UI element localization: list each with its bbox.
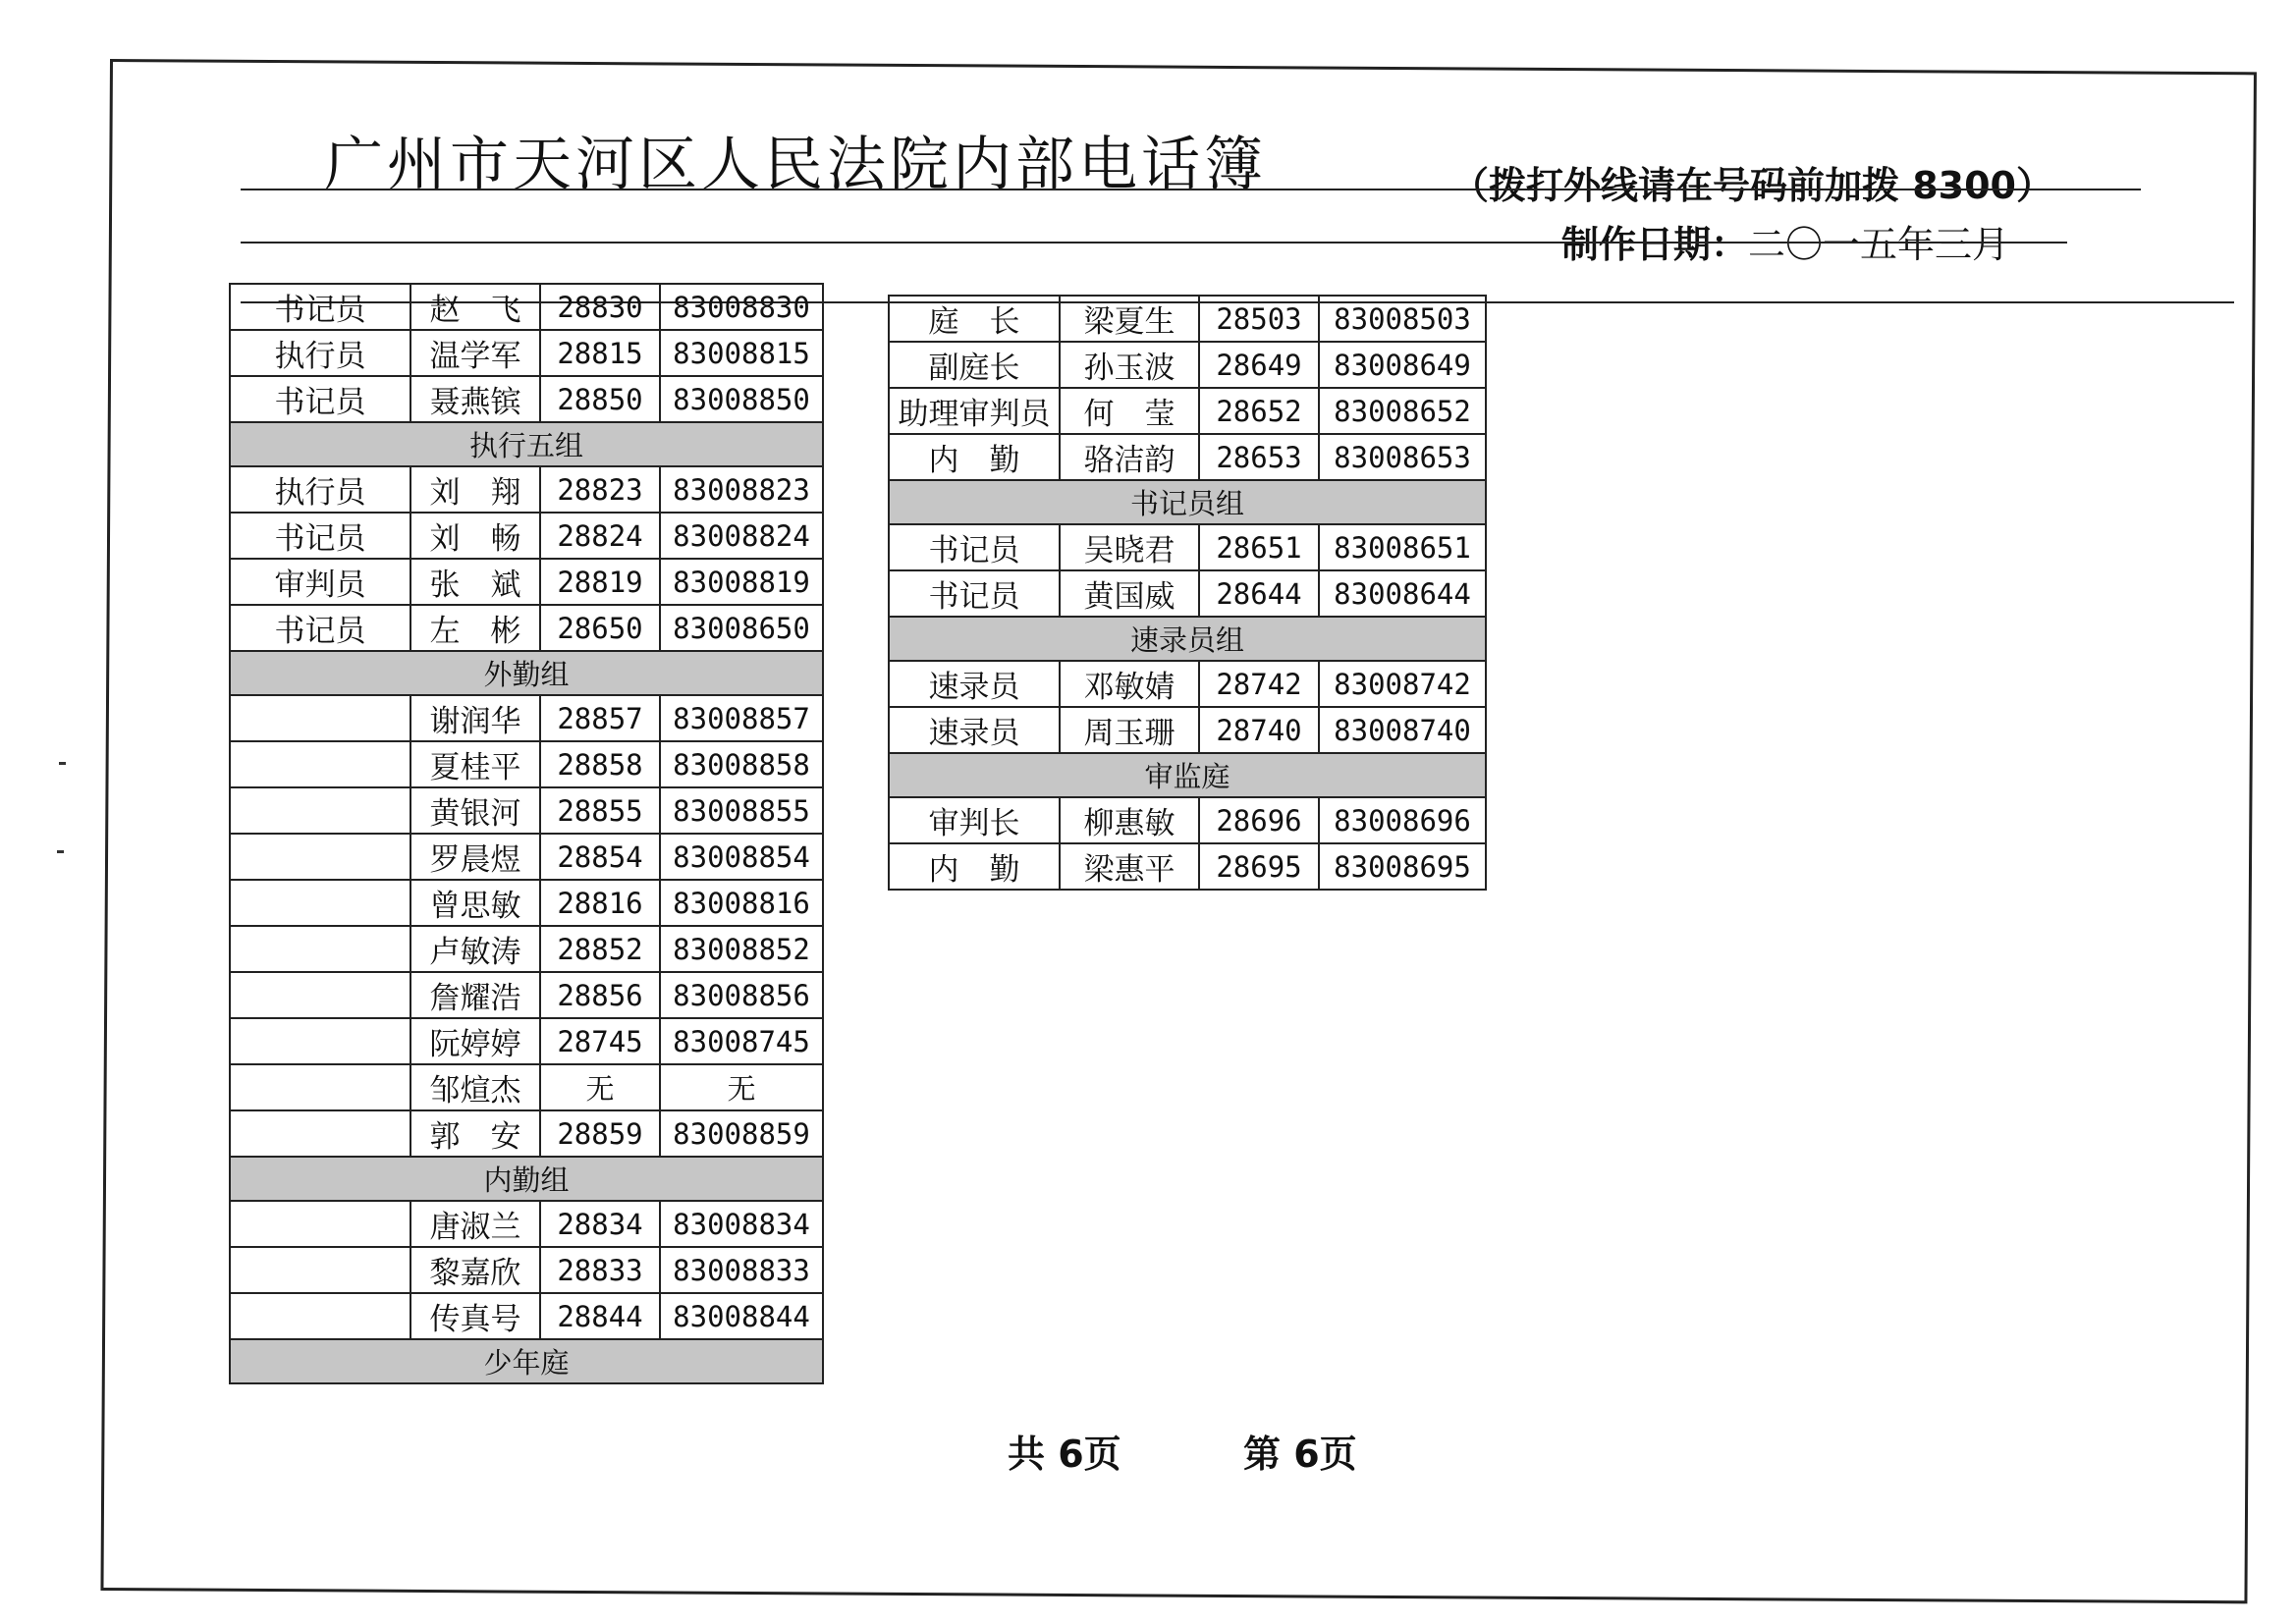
table-row — [230, 376, 823, 422]
name-cell: 吴晓君 — [1060, 524, 1199, 570]
role-cell: 审判员 — [230, 559, 410, 605]
phone-cell: 83008854 — [660, 834, 823, 880]
extension-cell: 28854 — [540, 834, 660, 880]
phone-cell: 83008824 — [660, 513, 823, 559]
name-cell: 柳惠敏 — [1060, 797, 1199, 843]
group-header-row — [230, 651, 823, 695]
table-row — [889, 342, 1486, 388]
name-cell: 温学军 — [410, 330, 540, 376]
group-label: 外勤组 — [230, 651, 823, 695]
table-row — [889, 570, 1486, 617]
extension-cell: 28823 — [540, 466, 660, 513]
page-current: 第 6页 — [1243, 1433, 1357, 1476]
name-cell: 邹煊杰 — [410, 1064, 540, 1110]
table-row — [230, 513, 823, 559]
name-cell: 阮婷婷 — [410, 1018, 540, 1064]
extension-cell: 28695 — [1199, 843, 1319, 890]
role-cell — [230, 834, 410, 880]
table-row — [230, 1018, 823, 1064]
extension-cell: 28833 — [540, 1247, 660, 1293]
phone-cell: 83008653 — [1319, 434, 1486, 480]
extension-cell: 28644 — [1199, 570, 1319, 617]
extension-cell: 28834 — [540, 1201, 660, 1247]
role-cell: 助理审判员 — [889, 388, 1060, 434]
phone-cell: 83008819 — [660, 559, 823, 605]
table-row — [230, 834, 823, 880]
name-cell: 黎嘉欣 — [410, 1247, 540, 1293]
role-cell — [230, 1064, 410, 1110]
scan-speck — [59, 762, 66, 765]
role-cell — [230, 1018, 410, 1064]
table-row — [230, 605, 823, 651]
phone-cell: 83008651 — [1319, 524, 1486, 570]
group-label: 审监庭 — [889, 753, 1486, 797]
group-header-row — [230, 422, 823, 466]
extension-cell: 28857 — [540, 695, 660, 741]
header-rule — [241, 189, 2141, 190]
extension-cell: 28844 — [540, 1293, 660, 1339]
table-row — [230, 926, 823, 972]
role-cell: 内 勤 — [889, 843, 1060, 890]
role-cell: 内 勤 — [889, 434, 1060, 480]
extension-cell: 28742 — [1199, 661, 1319, 707]
role-cell: 执行员 — [230, 466, 410, 513]
extension-cell: 28855 — [540, 787, 660, 834]
role-cell: 书记员 — [889, 570, 1060, 617]
name-cell: 刘 畅 — [410, 513, 540, 559]
name-cell: 谢润华 — [410, 695, 540, 741]
role-cell — [230, 1201, 410, 1247]
phone-cell: 83008815 — [660, 330, 823, 376]
table-row — [230, 880, 823, 926]
name-cell: 周玉珊 — [1060, 707, 1199, 753]
name-cell: 梁惠平 — [1060, 843, 1199, 890]
role-cell: 书记员 — [230, 376, 410, 422]
left-directory-table — [229, 283, 824, 1384]
name-cell: 黄国威 — [1060, 570, 1199, 617]
phone-cell: 83008696 — [1319, 797, 1486, 843]
phone-cell: 83008850 — [660, 376, 823, 422]
table-row — [889, 843, 1486, 890]
table-row — [889, 296, 1486, 342]
phone-cell: 83008834 — [660, 1201, 823, 1247]
date-label: 制作日期： — [1561, 223, 1749, 266]
role-cell: 书记员 — [889, 524, 1060, 570]
name-cell: 黄银河 — [410, 787, 540, 834]
phone-cell: 83008650 — [660, 605, 823, 651]
role-cell — [230, 972, 410, 1018]
role-cell — [230, 926, 410, 972]
phone-cell: 83008830 — [660, 284, 823, 330]
table-row — [230, 1293, 823, 1339]
phone-cell: 83008745 — [660, 1018, 823, 1064]
extension-cell: 28649 — [1199, 342, 1319, 388]
role-cell: 书记员 — [230, 605, 410, 651]
phone-cell: 83008823 — [660, 466, 823, 513]
table-row — [230, 1247, 823, 1293]
name-cell: 传真号 — [410, 1293, 540, 1339]
name-cell: 左 彬 — [410, 605, 540, 651]
phone-cell: 83008844 — [660, 1293, 823, 1339]
table-row — [230, 330, 823, 376]
role-cell: 执行员 — [230, 330, 410, 376]
phone-cell: 83008742 — [1319, 661, 1486, 707]
table-row — [230, 972, 823, 1018]
extension-cell: 28696 — [1199, 797, 1319, 843]
role-cell: 速录员 — [889, 661, 1060, 707]
header-rule — [241, 242, 2067, 243]
name-cell: 何 莹 — [1060, 388, 1199, 434]
name-cell: 卢敏涛 — [410, 926, 540, 972]
table-row — [230, 559, 823, 605]
extension-cell: 28824 — [540, 513, 660, 559]
group-header-row — [889, 480, 1486, 524]
role-cell: 速录员 — [889, 707, 1060, 753]
table-row — [230, 284, 823, 330]
group-label: 内勤组 — [230, 1157, 823, 1201]
table-row — [889, 797, 1486, 843]
extension-cell: 28819 — [540, 559, 660, 605]
phone-cell: 83008858 — [660, 741, 823, 787]
phone-cell: 83008649 — [1319, 342, 1486, 388]
name-cell: 唐淑兰 — [410, 1201, 540, 1247]
role-cell: 庭 长 — [889, 296, 1060, 342]
phone-cell: 83008816 — [660, 880, 823, 926]
role-cell: 书记员 — [230, 513, 410, 559]
group-label: 执行五组 — [230, 422, 823, 466]
name-cell: 郭 安 — [410, 1110, 540, 1157]
name-cell: 夏桂平 — [410, 741, 540, 787]
extension-cell: 28852 — [540, 926, 660, 972]
role-cell — [230, 741, 410, 787]
phone-cell: 83008852 — [660, 926, 823, 972]
table-row — [889, 707, 1486, 753]
group-header-row — [889, 617, 1486, 661]
scan-speck — [57, 850, 64, 853]
extension-cell: 28859 — [540, 1110, 660, 1157]
phone-cell: 83008855 — [660, 787, 823, 834]
name-cell: 梁夏生 — [1060, 296, 1199, 342]
dial-note: （拨打外线请在号码前加拨 8300） — [1451, 164, 2053, 207]
phone-cell: 83008652 — [1319, 388, 1486, 434]
group-header-row — [889, 753, 1486, 797]
extension-cell: 28652 — [1199, 388, 1319, 434]
phone-cell: 无 — [660, 1064, 823, 1110]
phone-cell: 83008859 — [660, 1110, 823, 1157]
role-cell — [230, 1110, 410, 1157]
group-header-row — [230, 1339, 823, 1383]
name-cell: 聂燕镔 — [410, 376, 540, 422]
date-value: 二〇一五年三月 — [1748, 223, 2010, 266]
extension-cell: 28815 — [540, 330, 660, 376]
name-cell: 曾思敏 — [410, 880, 540, 926]
page-total: 共 6页 — [1008, 1433, 1121, 1476]
table-row — [889, 388, 1486, 434]
extension-cell: 28858 — [540, 741, 660, 787]
phone-cell: 83008833 — [660, 1247, 823, 1293]
extension-cell: 28816 — [540, 880, 660, 926]
role-cell: 书记员 — [230, 284, 410, 330]
table-row — [230, 695, 823, 741]
group-label: 速录员组 — [889, 617, 1486, 661]
phone-cell: 83008857 — [660, 695, 823, 741]
extension-cell: 28745 — [540, 1018, 660, 1064]
group-header-row — [230, 1157, 823, 1201]
extension-cell: 无 — [540, 1064, 660, 1110]
table-row — [889, 434, 1486, 480]
table-row — [230, 1201, 823, 1247]
right-directory-table — [888, 295, 1487, 891]
table-row — [230, 787, 823, 834]
role-cell: 审判长 — [889, 797, 1060, 843]
name-cell: 邓敏婧 — [1060, 661, 1199, 707]
name-cell: 詹耀浩 — [410, 972, 540, 1018]
extension-cell: 28650 — [540, 605, 660, 651]
extension-cell: 28856 — [540, 972, 660, 1018]
name-cell: 刘 翔 — [410, 466, 540, 513]
extension-cell: 28740 — [1199, 707, 1319, 753]
name-cell: 赵 飞 — [410, 284, 540, 330]
phone-cell: 83008644 — [1319, 570, 1486, 617]
table-row — [230, 466, 823, 513]
table-row — [889, 661, 1486, 707]
phone-cell: 83008695 — [1319, 843, 1486, 890]
name-cell: 孙玉波 — [1060, 342, 1199, 388]
role-cell — [230, 787, 410, 834]
role-cell — [230, 1247, 410, 1293]
role-cell — [230, 880, 410, 926]
table-row — [230, 1064, 823, 1110]
phone-cell: 83008856 — [660, 972, 823, 1018]
table-row — [889, 524, 1486, 570]
extension-cell: 28503 — [1199, 296, 1319, 342]
group-label: 书记员组 — [889, 480, 1486, 524]
extension-cell: 28850 — [540, 376, 660, 422]
role-cell — [230, 695, 410, 741]
phone-cell: 83008740 — [1319, 707, 1486, 753]
extension-cell: 28830 — [540, 284, 660, 330]
role-cell: 副庭长 — [889, 342, 1060, 388]
name-cell: 罗晨煜 — [410, 834, 540, 880]
phone-cell: 83008503 — [1319, 296, 1486, 342]
extension-cell: 28651 — [1199, 524, 1319, 570]
table-row — [230, 1110, 823, 1157]
name-cell: 骆洁韵 — [1060, 434, 1199, 480]
name-cell: 张 斌 — [410, 559, 540, 605]
table-row — [230, 741, 823, 787]
role-cell — [230, 1293, 410, 1339]
page-title: 广州市天河区人民法院内部电话簿 — [324, 131, 1267, 199]
group-label: 少年庭 — [230, 1339, 823, 1383]
extension-cell: 28653 — [1199, 434, 1319, 480]
